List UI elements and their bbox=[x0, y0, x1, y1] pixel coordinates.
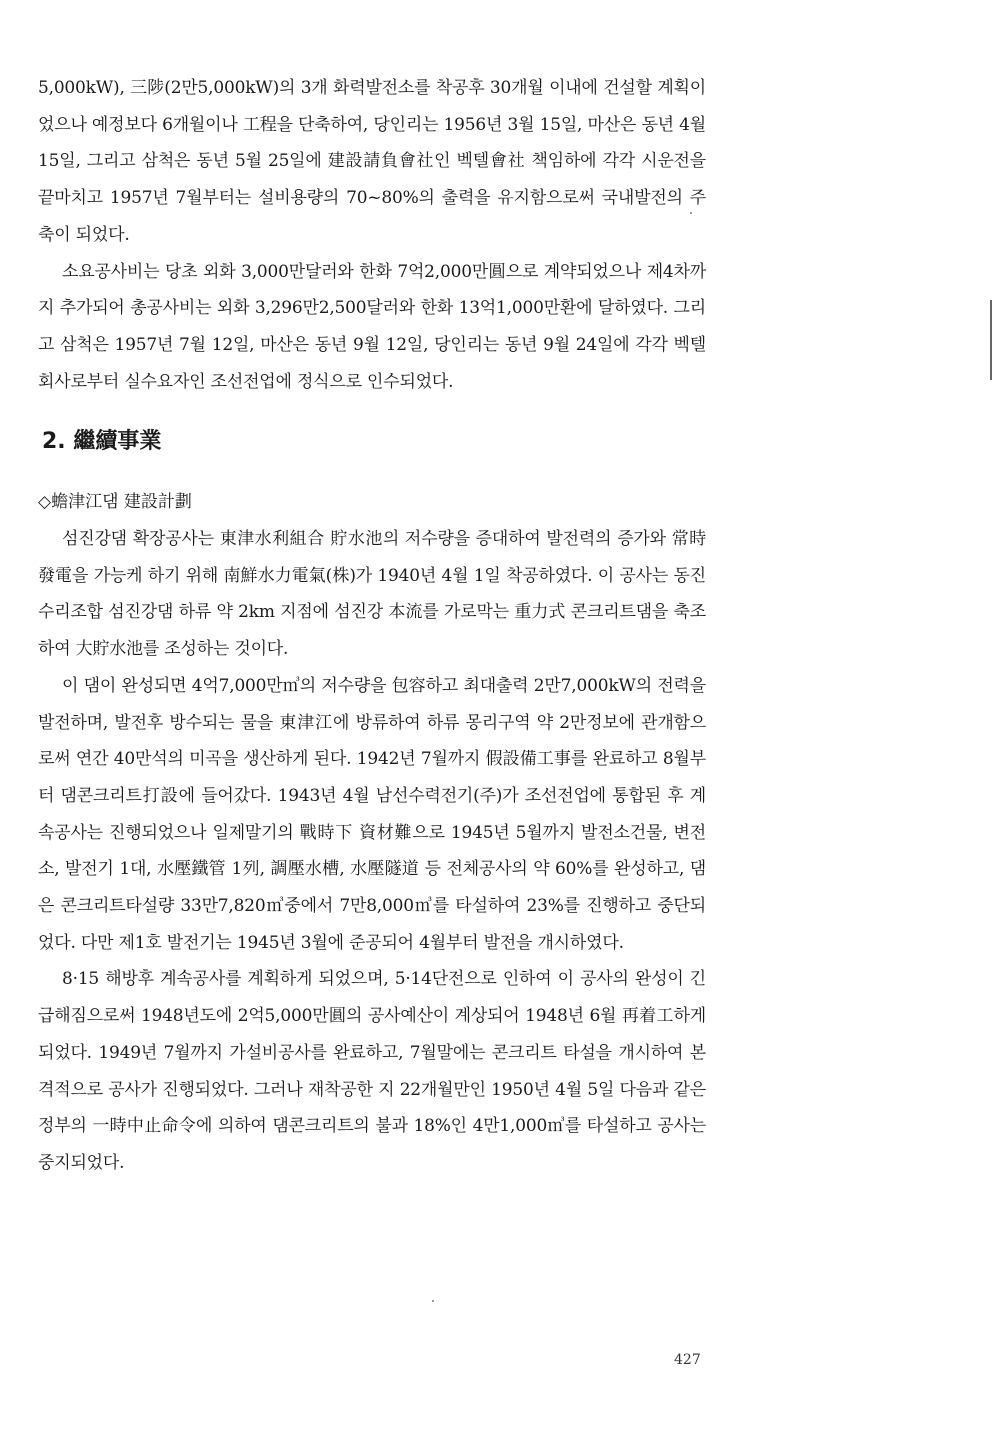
scan-edge-line bbox=[990, 300, 992, 380]
page-number: 427 bbox=[674, 1352, 701, 1368]
section-title: 2. 繼續事業 bbox=[42, 429, 162, 455]
scan-speck bbox=[432, 1300, 434, 1302]
scan-speck bbox=[690, 212, 692, 214]
body-paragraph: 섬진강댐 확장공사는 東津水利組合 貯水池의 저수량을 증대하여 발전력의 증가와 常時發電을 가능케 하기 위해 南鮮水力電氣(株)가 1940년 4월 1일 착공하였다. 이 공사는 동진수리조합 섬진강댐 하류 약 2km 지점에 섬진강 本流를 가로막는 重力式 콘크리트댐을 축조하여 大貯水池를 조성하는 것이다. bbox=[38, 529, 706, 660]
body-paragraph: 이 댐이 완성되면 4억7,000만㎥의 저수량을 包容하고 최대출력 2만7,000kW의 전력을 발전하며, 발전후 방수되는 물을 東津江에 방류하여 하류 몽리구역 약 2만정보에 관개함으로써 연간 40만석의 미곡을 생산하게 된다. 1942년 7월까지 假設備工事를 완료하고 8월부터 댐콘크리트打設에 들어갔다. 1943년 4월 남선수력전기(주)가 조선전업에 통합된 후 계속공사는 진행되었으나 일제말기의 戰時下 資材難으로 1945년 5월까지 발전소건물, 변전소, 발전기 1대, 水壓鐵管 1列, 調壓水槽, 水壓隧道 등 전체공사의 약 60%를 완성하고, 댐은 콘크리트타설량 33만7,820㎥중에서 7만8,000㎥를 타설하여 23%를 진행하고 중단되었다. 다만 제1호 발전기는 1945년 3월에 준공되어 4월부터 발전을 개시하였다. bbox=[38, 675, 706, 953]
body-paragraph: 소요공사비는 당초 외화 3,000만달러와 한화 7억2,000만圓으로 계약되었으나 제4차까지 추가되어 총공사비는 외화 3,296만2,500달러와 한화 13억1,000만환에 달하였다. 그리고 삼척은 1957년 7월 12일, 마산은 동년 9월 12일, 당인리는 동년 9월 24일에 각각 벡텔회사로부터 실수요자인 조선전업에 정식으로 인수되었다. bbox=[38, 261, 706, 392]
sub-heading: ◇蟾津江댐 建設計劃 bbox=[38, 492, 192, 513]
page-body bbox=[38, 70, 706, 1182]
body-paragraph: 5,000kW), 三陟(2만5,000kW)의 3개 화력발전소를 착공후 30개월 이내에 건설할 계획이었으나 예정보다 6개월이나 工程을 단축하여, 당인리는 1956년 3월 15일, 마산은 동년 4월 15일, 그리고 삼척은 동년 5월 25일에 建設請負會社인 벡텔會社 책임하에 각각 시운전을 끝마치고 1957년 7월부터는 설비용량의 70~80%의 출력을 유지함으로써 국내발전의 주축이 되었다. bbox=[38, 78, 706, 245]
body-paragraph: 8·15 해방후 계속공사를 계획하게 되었으며, 5·14단전으로 인하여 이 공사의 완성이 긴급해짐으로써 1948년도에 2억5,000만圓의 공사예산이 계상되어 1948년 6월 再着工하게 되었다. 1949년 7월까지 가설비공사를 완료하고, 7월말에는 콘크리트 타설을 개시하여 본격적으로 공사가 진행되었다. 그러나 재착공한 지 22개월만인 1950년 4월 5일 다음과 같은 정부의 一時中止命令에 의하여 댐콘크리트의 불과 18%인 4만1,000㎥를 타설하고 공사는 중지되었다. bbox=[38, 969, 706, 1173]
